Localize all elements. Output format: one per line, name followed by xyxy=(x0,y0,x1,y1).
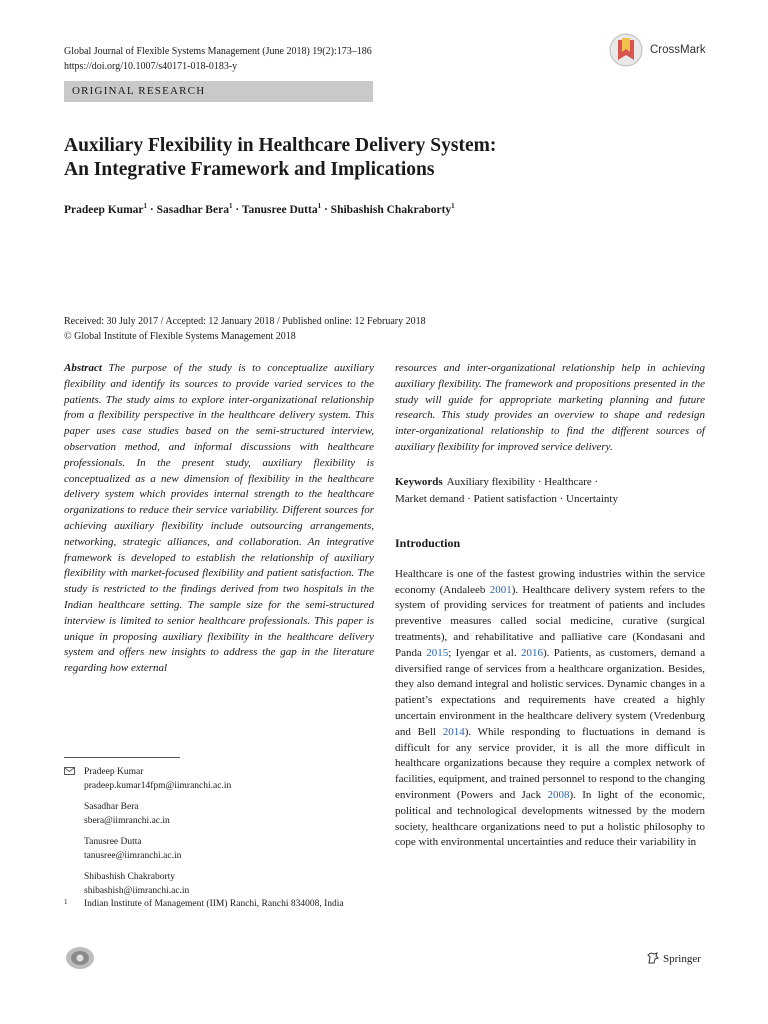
abstract-text-right: resources and inter-organizational relationship help in achieving auxiliary flexibility. The framework and propositions presented in the study will guide for appropriate marketing planning and future research. This study provides an overview to shape and redesign inter-organizational relationship to find the different sources of auxiliary flexibility for improved service delivery. xyxy=(395,362,705,453)
abstract-text-left: The purpose of the study is to conceptualize auxiliary flexibility and identify its sources to provide varied services to the patients. The study aims to explore inter-organizational relationship from a flexibility perspective in the healthcare delivery system. This paper uses case studies based on the semi-structured interview, observation method, and informal discussions with healthcare professionals. In the present study, auxiliary flexibility is conceptualized as a new dimension of flexibility in the healthcare delivery system which provides internal strength to the healthcare organizations to reduce their service variability. Different sources for achieving auxiliary flexibility include outsourcing arrangements, networking, strategic alliances, and collaboration. An integrative framework is developed to establish the relationship of auxiliary flexibility with market-focused flexibility and patient satisfaction. The study is restricted to the findings derived from two hospitals in the Indian healthcare setting. The sample size for the semi-structured interview is limited to senior healthcare professionals. This paper is unique in proposing auxiliary flexibility in the healthcare delivery system and offers new insights to address the gap in the literature regarding how external xyxy=(64,362,375,675)
citation-link[interactable]: 2008 xyxy=(547,788,570,801)
keywords-label: Keywords xyxy=(395,475,443,488)
publication-dates xyxy=(64,315,426,344)
intro-text: ). While responding to fluctuations in demand is difficult for any service provider, it is all the more difficult in healthcare organizations because they require a complex network of facilities, equipment, and trained personnel to respond to the changing environment (Powers and Jack xyxy=(395,725,705,801)
author-name[interactable]: Pradeep Kumar xyxy=(64,203,144,216)
contact-entry xyxy=(64,766,364,793)
keywords-line-2: Market demand · Patient satisfaction · Uncertainty xyxy=(395,492,618,505)
author-name[interactable]: Tanusree Dutta xyxy=(241,203,318,216)
doi-link[interactable]: https://doi.org/10.1007/s40171-018-0183-y xyxy=(64,61,238,72)
intro-text: ). Healthcare delivery system refers to the system of providing services for treatment of patients and includes preventive measures called social medicine, curative (surgical treatments), and rehabilitative and palliative care (Kondasani and Panda xyxy=(395,583,705,659)
crossmark-icon xyxy=(608,32,644,68)
keywords-block xyxy=(395,474,705,508)
right-column xyxy=(395,361,705,851)
contact-name: Pradeep Kumar xyxy=(84,767,144,777)
affiliation-footnote xyxy=(64,898,364,912)
intro-text: ). Patients, as customers, demand a diversified range of services from a healthcare organization. Besides, they also demand integral and holistic services. Dynamic changes in a patient’s expectations and requirements have created a highly uncertain environment in the healthcare delivery system (Vredenburg and Bell xyxy=(395,646,705,738)
publisher-name: Springer xyxy=(663,953,701,965)
article-title xyxy=(64,134,704,182)
crossmark-badge[interactable] xyxy=(608,32,718,72)
left-column xyxy=(64,361,374,677)
title-line-2: An Integrative Framework and Implications xyxy=(64,159,435,180)
author-affiliation-mark: 1 xyxy=(317,202,322,210)
contact-email[interactable]: shibashish@iimranchi.ac.in xyxy=(84,885,190,896)
abstract-heading: Abstract xyxy=(64,362,102,374)
history-dates: Received: 30 July 2017 / Accepted: 12 January 2018 / Published online: 12 February 2018 xyxy=(64,316,426,327)
publisher-logo xyxy=(646,951,701,965)
section-heading-introduction: Introduction xyxy=(395,535,461,550)
author-affiliation-mark: 1 xyxy=(228,202,233,210)
keywords-line-1: Auxiliary flexibility · Healthcare · xyxy=(446,475,599,488)
affiliation-number: 1 xyxy=(64,898,68,906)
affiliation-text: Indian Institute of Management (IIM) Ranchi, Ranchi 834008, India xyxy=(84,899,344,909)
abstract-paragraph xyxy=(64,361,374,677)
journal-header xyxy=(64,44,372,74)
citation-link[interactable]: 2015 xyxy=(426,646,449,659)
author-name[interactable]: Shibashish Chakraborty xyxy=(330,203,452,216)
introduction-paragraph xyxy=(395,567,705,851)
contact-name: Shibashish Chakraborty xyxy=(84,872,176,882)
contact-email[interactable]: tanusree@iimranchi.ac.in xyxy=(84,850,182,861)
publisher-mark-icon xyxy=(64,944,96,972)
author-affiliation-mark: 1 xyxy=(143,202,148,210)
author-affiliation-mark: 1 xyxy=(451,202,455,210)
author-name[interactable]: Sasadhar Bera xyxy=(156,203,229,216)
contact-entry xyxy=(64,801,364,828)
citation-link[interactable]: 2001 xyxy=(489,583,512,596)
crossmark-label: CrossMark xyxy=(650,44,706,56)
intro-text: ; Iyengar et al. xyxy=(448,646,521,659)
contact-name: Sasadhar Bera xyxy=(84,802,139,812)
journal-citation: Global Journal of Flexible Systems Management (June 2018) 19(2):173–186 xyxy=(64,46,372,57)
author-contacts xyxy=(64,766,364,906)
citation-link[interactable]: 2014 xyxy=(442,725,465,738)
article-type-label: ORIGINAL RESEARCH xyxy=(64,81,373,102)
author-list: Pradeep Kumar$^1$ · Sasadhar Bera$^1$ · Tanusree Dutta$^1$ · Shibashish Chakraborty$^1$ xyxy=(64,202,455,216)
footnote-divider xyxy=(64,757,180,758)
citation-link[interactable]: 2016 xyxy=(520,646,543,659)
copyright-line: © Global Institute of Flexible Systems Management 2018 xyxy=(64,330,296,342)
springer-horse-icon xyxy=(646,951,660,965)
contact-email[interactable]: sbera@iimranchi.ac.in xyxy=(84,815,170,826)
contact-entry xyxy=(64,871,364,898)
title-line-1: Auxiliary Flexibility in Healthcare Delivery System: xyxy=(64,135,497,156)
contact-name: Tanusree Dutta xyxy=(84,837,142,847)
intro-text: ). In light of the economic, political and technological developments witnessed by the modern society, healthcare organizations need to put a holistic philosophy to cope with environmental uncertainties and reduce their variability in xyxy=(395,788,705,849)
envelope-icon xyxy=(64,767,75,775)
contact-entry xyxy=(64,836,364,863)
intro-text: Healthcare is one of the fastest growing industries within the service economy (Andaleeb xyxy=(395,567,705,596)
contact-email[interactable]: pradeep.kumar14fpm@iimranchi.ac.in xyxy=(84,780,232,791)
